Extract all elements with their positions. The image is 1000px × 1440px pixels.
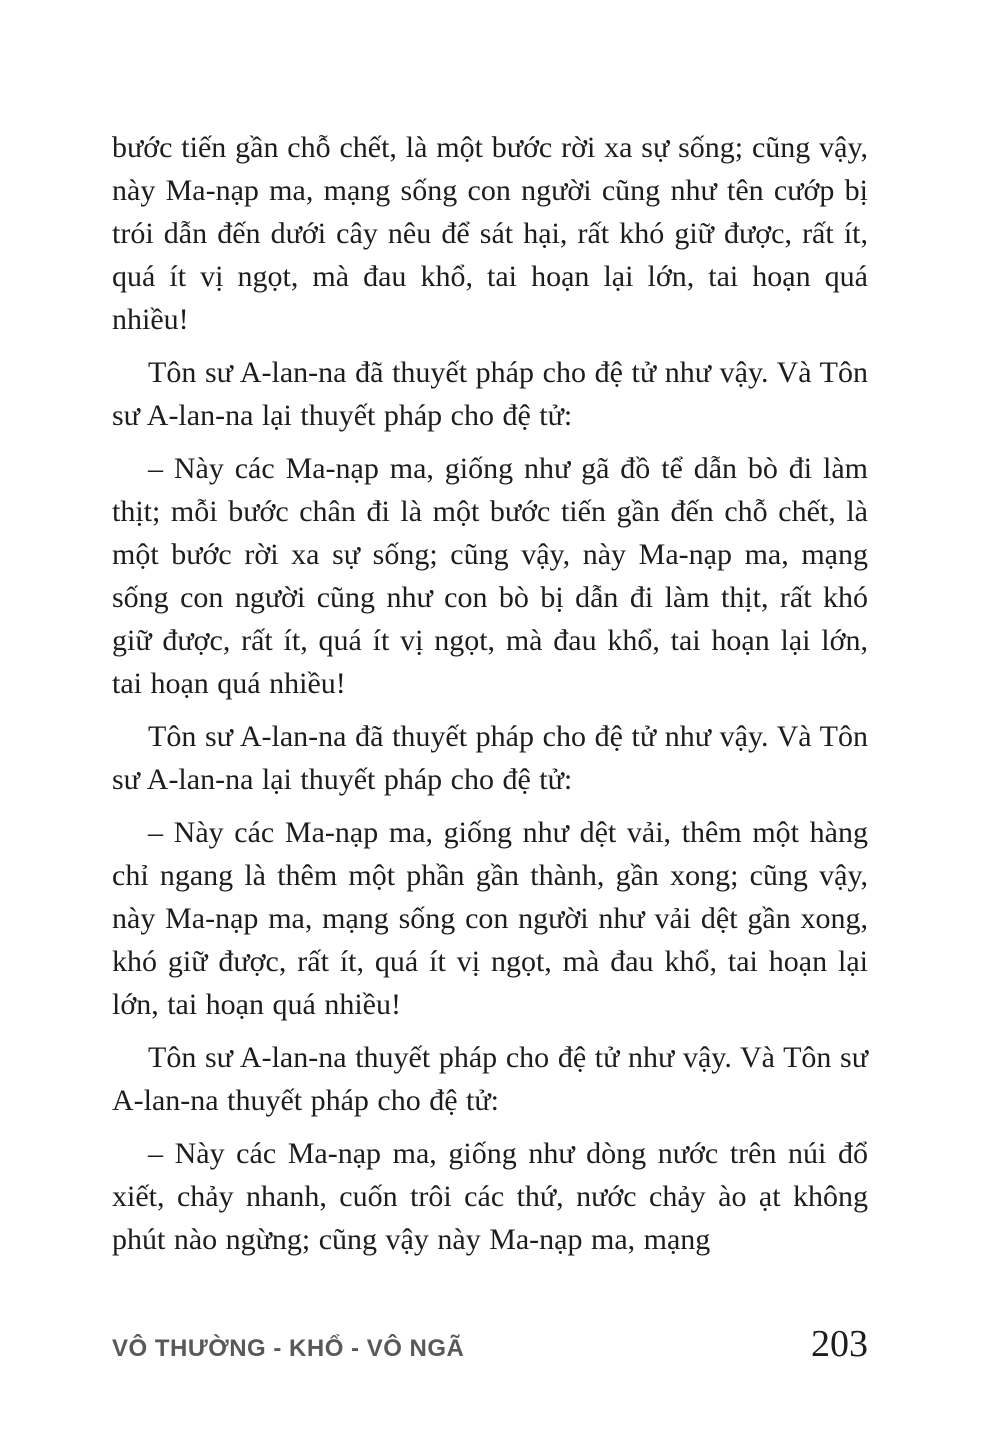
paragraph: – Này các Ma-nạp ma, giống như dòng nước trên núi đổ xiết, chảy nhanh, cuốn trôi các thứ, nước chảy ào ạt không phút nào ngừng; cũng vậy này Ma-nạp ma, mạng: [112, 1137, 868, 1256]
paragraph: Tôn sư A-lan-na đã thuyết pháp cho đệ tử như vậy. Và Tôn sư A-lan-na lại thuyết pháp cho đệ tử:: [112, 356, 868, 432]
page-footer: [112, 1322, 868, 1366]
paragraph: bước tiến gần chỗ chết, là một bước rời xa sự sống; cũng vậy, này Ma-nạp ma, mạng sống con người cũng như tên cướp bị trói dẫn đến dưới cây nêu để sát hại, rất khó giữ được, rất ít, quá ít vị ngọt, mà đau khổ, tai hoạn lại lớn, tai hoạn quá nhiều!: [112, 131, 868, 336]
page-number: 203: [811, 1323, 868, 1365]
paragraph: Tôn sư A-lan-na đã thuyết pháp cho đệ tử như vậy. Và Tôn sư A-lan-na lại thuyết pháp cho đệ tử:: [112, 720, 868, 796]
paragraph: – Này các Ma-nạp ma, giống như gã đồ tể dẫn bò đi làm thịt; mỗi bước chân đi là một bước tiến gần đến chỗ chết, là một bước rời xa sự sống; cũng vậy, này Ma-nạp ma, mạng sống con người cũng như con bò bị dẫn đi làm thịt, rất khó giữ được, rất ít, quá ít vị ngọt, mà đau khổ, tai hoạn lại lớn, tai hoạn quá nhiều!: [112, 452, 868, 700]
running-title: VÔ THƯỜNG - KHỔ - VÔ NGÃ: [112, 1335, 465, 1362]
paragraph: Tôn sư A-lan-na thuyết pháp cho đệ tử như vậy. Và Tôn sư A-lan-na thuyết pháp cho đệ tử:: [112, 1041, 868, 1117]
page-text: [112, 126, 868, 1261]
paragraph: – Này các Ma-nạp ma, giống như dệt vải, thêm một hàng chỉ ngang là thêm một phần gần thành, gần xong; cũng vậy, này Ma-nạp ma, mạng sống con người như vải dệt gần xong, khó giữ được, rất ít, quá ít vị ngọt, mà đau khổ, tai hoạn lại lớn, tai hoạn quá nhiều!: [112, 816, 868, 1021]
